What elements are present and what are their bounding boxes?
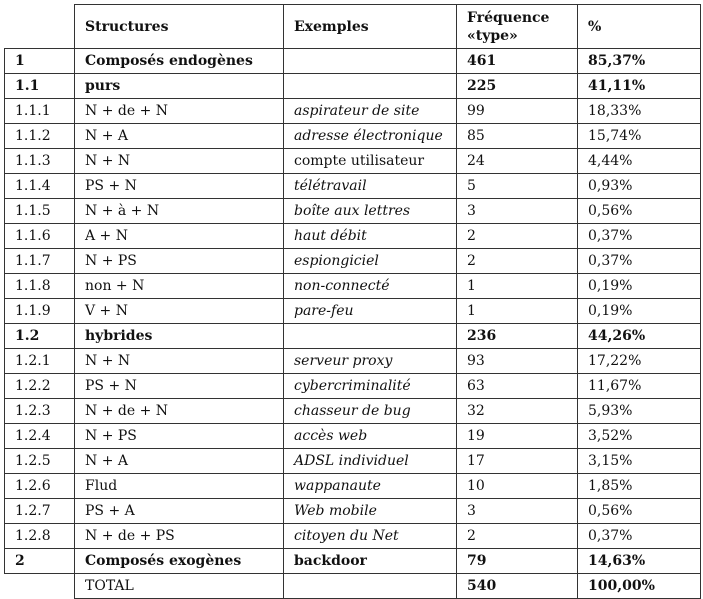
row-example-cell: serveur proxy: [284, 349, 457, 374]
row-id-cell: 1.2.7: [5, 499, 75, 524]
row-id-cell: 1.1.4: [5, 174, 75, 199]
row-structure-cell: N + de + N: [75, 399, 284, 424]
row-percent-cell: 0,93%: [578, 174, 701, 199]
table-row: [5, 74, 701, 99]
row-id-cell: 1.2.4: [5, 424, 75, 449]
table-row: [5, 249, 701, 274]
row-percent-cell: 0,37%: [578, 224, 701, 249]
row-percent-cell: 0,19%: [578, 299, 701, 324]
table-row: [5, 399, 701, 424]
row-percent-cell: 15,74%: [578, 124, 701, 149]
row-frequency-cell: 236: [457, 324, 578, 349]
row-id-cell: 1.1.2: [5, 124, 75, 149]
row-structure-cell: N + PS: [75, 424, 284, 449]
table-row: [5, 149, 701, 174]
table-row: [5, 99, 701, 124]
table-row: [5, 499, 701, 524]
row-structure-cell: V + N: [75, 299, 284, 324]
header-frequence: [457, 5, 578, 49]
row-id-cell: 1.1.1: [5, 99, 75, 124]
row-structure-cell: PS + N: [75, 374, 284, 399]
row-frequency-cell: 2: [457, 249, 578, 274]
row-example-cell: haut débit: [284, 224, 457, 249]
table-row: [5, 49, 701, 74]
row-example-cell: non-connecté: [284, 274, 457, 299]
table-body: [5, 49, 701, 574]
row-example-cell: wappanaute: [284, 474, 457, 499]
row-percent-cell: 44,26%: [578, 324, 701, 349]
row-frequency-cell: 32: [457, 399, 578, 424]
row-frequency-cell: 19: [457, 424, 578, 449]
row-frequency-cell: 5: [457, 174, 578, 199]
row-structure-cell: N + N: [75, 349, 284, 374]
row-id-cell: 1.1.7: [5, 249, 75, 274]
header-percent: %: [578, 5, 701, 49]
row-structure-cell: A + N: [75, 224, 284, 249]
row-example-cell: [284, 324, 457, 349]
header-row: [5, 5, 701, 49]
row-frequency-cell: 93: [457, 349, 578, 374]
row-frequency-cell: 3: [457, 199, 578, 224]
row-example-cell: [284, 74, 457, 99]
row-frequency-cell: 17: [457, 449, 578, 474]
table-row: [5, 324, 701, 349]
composition-structures-table: [4, 4, 701, 599]
row-percent-cell: 1,85%: [578, 474, 701, 499]
table-row: [5, 299, 701, 324]
table-row: [5, 374, 701, 399]
row-structure-cell: N + N: [75, 149, 284, 174]
row-frequency-cell: 85: [457, 124, 578, 149]
row-structure-cell: Composés exogènes: [75, 549, 284, 574]
table-row: [5, 549, 701, 574]
row-structure-cell: N + A: [75, 124, 284, 149]
row-id-cell: 1.2.3: [5, 399, 75, 424]
table-row: [5, 449, 701, 474]
table-row: [5, 524, 701, 549]
row-example-cell: [284, 49, 457, 74]
row-structure-cell: Flud: [75, 474, 284, 499]
row-percent-cell: 0,37%: [578, 249, 701, 274]
row-percent-cell: 0,56%: [578, 499, 701, 524]
row-example-cell: aspirateur de site: [284, 99, 457, 124]
row-frequency-cell: 461: [457, 49, 578, 74]
table-row: [5, 224, 701, 249]
row-frequency-cell: 1: [457, 299, 578, 324]
row-id-cell: 1.1.6: [5, 224, 75, 249]
row-structure-cell: hybrides: [75, 324, 284, 349]
row-id-cell: 1.2.1: [5, 349, 75, 374]
row-frequency-cell: 24: [457, 149, 578, 174]
row-example-cell: cybercriminalité: [284, 374, 457, 399]
table-row: [5, 174, 701, 199]
row-structure-cell: N + de + N: [75, 99, 284, 124]
row-id-cell: 1.2.8: [5, 524, 75, 549]
row-id-cell: 1.1.8: [5, 274, 75, 299]
table-row: [5, 349, 701, 374]
row-structure-cell: N + PS: [75, 249, 284, 274]
header-frequence-line2: «type»: [467, 27, 518, 44]
row-example-cell: Web mobile: [284, 499, 457, 524]
row-percent-cell: 17,22%: [578, 349, 701, 374]
row-percent-cell: 0,19%: [578, 274, 701, 299]
row-id-cell: 1.2.6: [5, 474, 75, 499]
row-id-cell: 1.1: [5, 74, 75, 99]
header-structures: Structures: [75, 5, 284, 49]
row-example-cell: boîte aux lettres: [284, 199, 457, 224]
header-exemples: Exemples: [284, 5, 457, 49]
row-percent-cell: 18,33%: [578, 99, 701, 124]
row-frequency-cell: 2: [457, 524, 578, 549]
row-percent-cell: 0,37%: [578, 524, 701, 549]
row-id-cell: 2: [5, 549, 75, 574]
row-id-cell: 1.1.5: [5, 199, 75, 224]
row-percent-cell: 3,52%: [578, 424, 701, 449]
row-structure-cell: Composés endogènes: [75, 49, 284, 74]
row-structure-cell: PS + N: [75, 174, 284, 199]
total-frequency: 540: [457, 574, 578, 599]
row-frequency-cell: 63: [457, 374, 578, 399]
row-structure-cell: non + N: [75, 274, 284, 299]
row-frequency-cell: 2: [457, 224, 578, 249]
row-percent-cell: 85,37%: [578, 49, 701, 74]
table-row: [5, 199, 701, 224]
row-percent-cell: 41,11%: [578, 74, 701, 99]
row-example-cell: accès web: [284, 424, 457, 449]
table-row: [5, 274, 701, 299]
row-frequency-cell: 79: [457, 549, 578, 574]
row-id-cell: 1.2.2: [5, 374, 75, 399]
row-example-cell: adresse électronique: [284, 124, 457, 149]
row-example-cell: télétravail: [284, 174, 457, 199]
row-id-cell: 1.2.5: [5, 449, 75, 474]
row-frequency-cell: 1: [457, 274, 578, 299]
row-id-cell: 1.1.9: [5, 299, 75, 324]
row-percent-cell: 4,44%: [578, 149, 701, 174]
row-structure-cell: N + de + PS: [75, 524, 284, 549]
table-row: [5, 424, 701, 449]
total-label: TOTAL: [75, 574, 284, 599]
row-structure-cell: purs: [75, 74, 284, 99]
row-structure-cell: N + A: [75, 449, 284, 474]
row-example-cell: backdoor: [284, 549, 457, 574]
row-example-cell: ADSL individuel: [284, 449, 457, 474]
row-id-cell: 1.2: [5, 324, 75, 349]
row-id-cell: 1.1.3: [5, 149, 75, 174]
row-example-cell: compte utilisateur: [284, 149, 457, 174]
row-id-cell: 1: [5, 49, 75, 74]
row-percent-cell: 11,67%: [578, 374, 701, 399]
row-frequency-cell: 10: [457, 474, 578, 499]
row-example-cell: espiongiciel: [284, 249, 457, 274]
row-percent-cell: 3,15%: [578, 449, 701, 474]
row-example-cell: citoyen du Net: [284, 524, 457, 549]
row-structure-cell: N + à + N: [75, 199, 284, 224]
total-percent: 100,00%: [578, 574, 701, 599]
row-example-cell: pare-feu: [284, 299, 457, 324]
row-frequency-cell: 3: [457, 499, 578, 524]
row-percent-cell: 5,93%: [578, 399, 701, 424]
row-percent-cell: 14,63%: [578, 549, 701, 574]
table-row: [5, 124, 701, 149]
header-frequence-line1: Fréquence: [467, 9, 550, 26]
row-percent-cell: 0,56%: [578, 199, 701, 224]
table-row: [5, 474, 701, 499]
header-empty-cell: [5, 5, 75, 49]
row-frequency-cell: 225: [457, 74, 578, 99]
row-example-cell: chasseur de bug: [284, 399, 457, 424]
row-structure-cell: PS + A: [75, 499, 284, 524]
row-frequency-cell: 99: [457, 99, 578, 124]
